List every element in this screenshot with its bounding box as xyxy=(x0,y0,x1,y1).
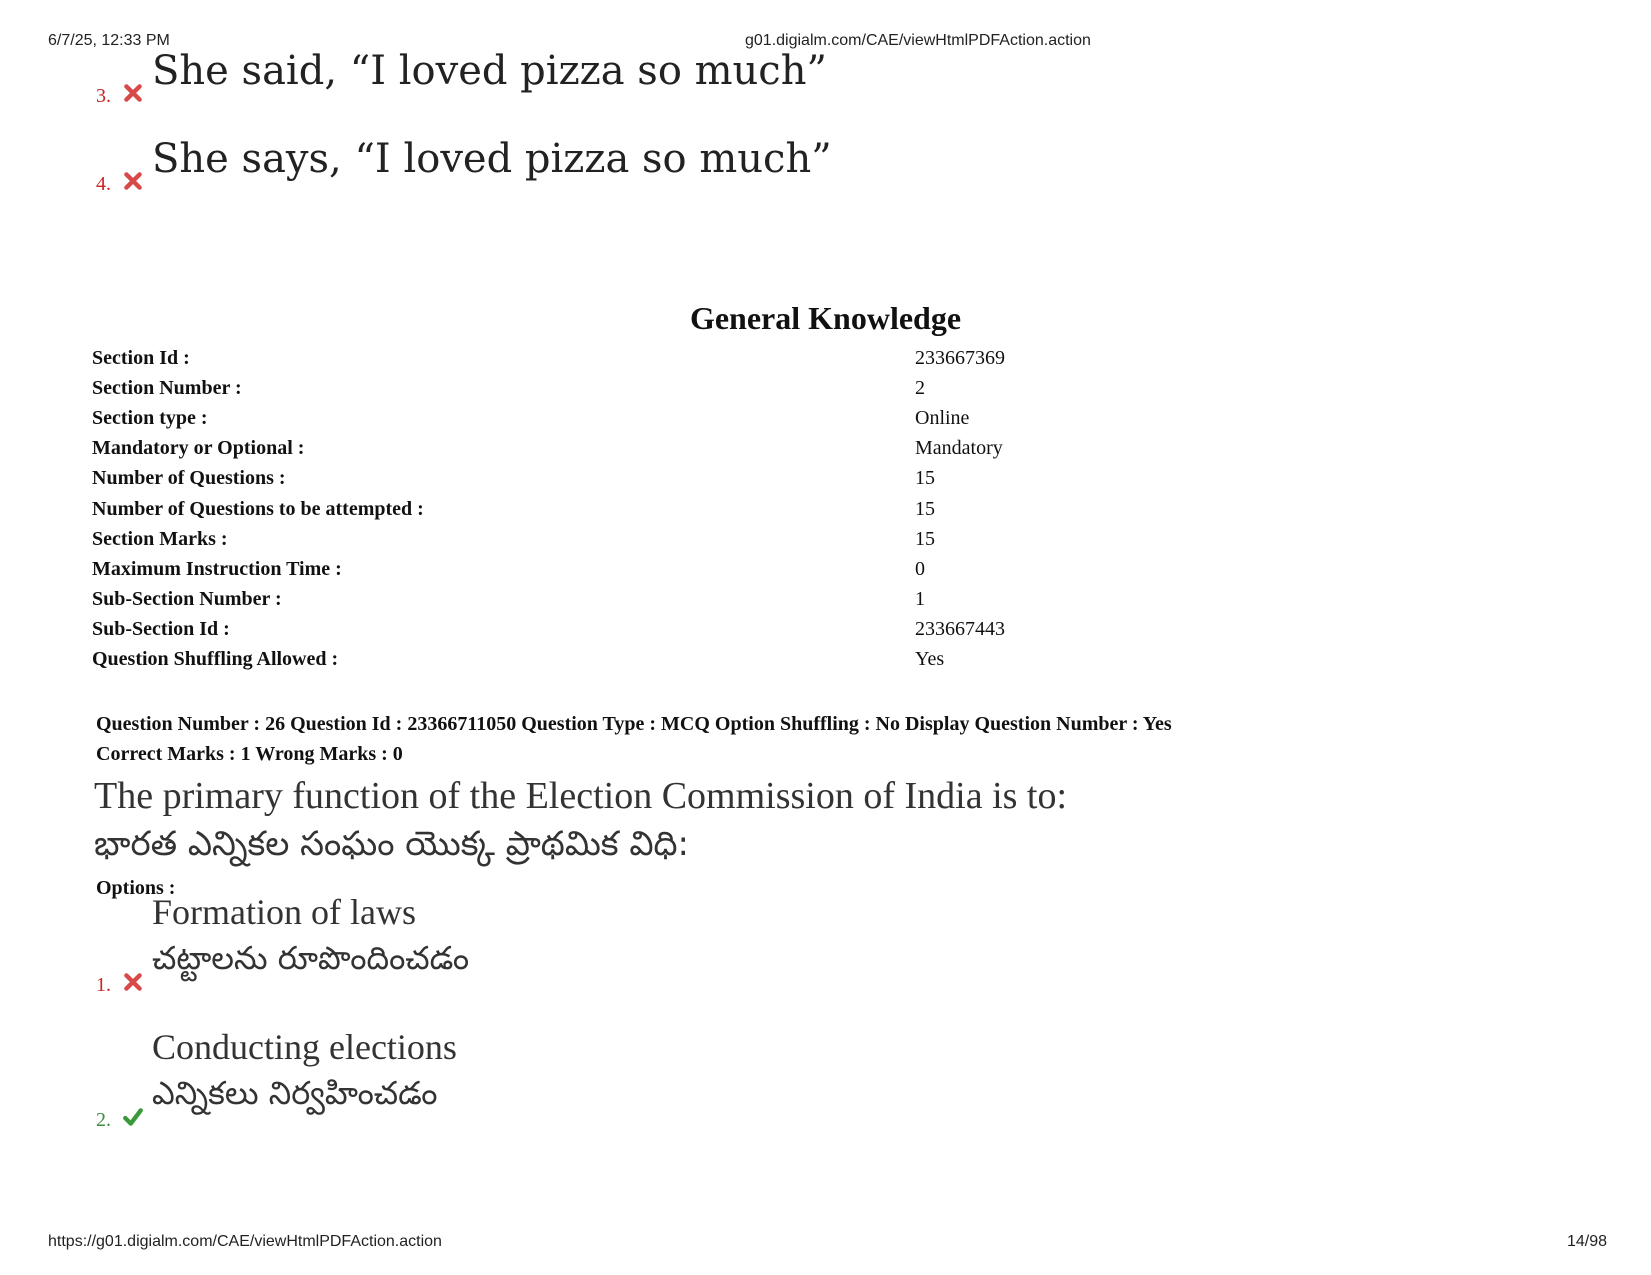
prev-option-4 xyxy=(96,136,832,196)
row-value: 0 xyxy=(915,557,925,580)
option-1 xyxy=(96,892,470,997)
row-label: Sub-Section Number : xyxy=(92,588,282,611)
row-label: Mandatory or Optional : xyxy=(92,437,305,460)
footer-url: https://g01.digialm.com/CAE/viewHtmlPDFAction.action xyxy=(48,1233,442,1250)
cross-icon xyxy=(122,170,144,192)
print-url: g01.digialm.com/CAE/viewHtmlPDFAction.action xyxy=(745,32,1091,49)
row-label: Number of Questions to be attempted : xyxy=(92,497,424,520)
option-number: 2. xyxy=(96,1109,111,1131)
option-text: She says, “I loved pizza so much” xyxy=(152,136,832,182)
option-text-en: Formation of laws xyxy=(152,892,416,932)
option-number: 3. xyxy=(96,85,111,107)
question-text-te: భారత ఎన్నికల సంఘం యొక్క ప్రాథమిక విధి: xyxy=(94,824,689,864)
option-text-en: Conducting elections xyxy=(152,1027,457,1067)
row-label: Sub-Section Id : xyxy=(92,618,230,641)
table-row xyxy=(92,464,1005,494)
table-row xyxy=(92,343,1005,373)
question-marks: Correct Marks : 1 Wrong Marks : 0 xyxy=(96,743,403,765)
row-value: 2 xyxy=(915,376,925,399)
checkmark-icon xyxy=(122,1106,144,1128)
section-title: General Knowledge xyxy=(689,300,962,336)
row-value: Yes xyxy=(915,648,945,671)
section-details-table xyxy=(92,343,1005,675)
row-value: 15 xyxy=(915,497,935,520)
table-row xyxy=(92,585,1005,615)
prev-option-3 xyxy=(96,48,827,108)
option-number: 4. xyxy=(96,173,111,195)
row-label: Section Marks : xyxy=(92,527,228,550)
option-2 xyxy=(96,1027,457,1132)
row-value: Mandatory xyxy=(915,437,1003,460)
row-label: Section Number : xyxy=(92,376,242,399)
cross-icon xyxy=(122,971,144,993)
table-row xyxy=(92,645,1005,675)
question-meta: Question Number : 26 Question Id : 23366711050 Question Type : MCQ Option Shuffling : No Display Question Number : Yes xyxy=(96,713,1172,735)
option-text: She said, “I loved pizza so much” xyxy=(152,48,827,94)
row-value: 1 xyxy=(915,588,925,611)
row-value: 233667369 xyxy=(915,346,1005,369)
option-text-te: ఎన్నికలు నిర్వహించడం xyxy=(152,1074,438,1112)
table-row xyxy=(92,373,1005,403)
table-row xyxy=(92,494,1005,524)
table-row xyxy=(92,524,1005,554)
row-value: 15 xyxy=(915,467,935,490)
option-number: 1. xyxy=(96,974,111,996)
table-row xyxy=(92,403,1005,433)
row-value: Online xyxy=(915,406,970,429)
row-label: Maximum Instruction Time : xyxy=(92,557,342,580)
options-label: Options : xyxy=(96,877,176,899)
option-text-te: చట్టాలను రూపొందించడం xyxy=(152,939,470,977)
row-label: Section type : xyxy=(92,406,208,429)
row-label: Question Shuffling Allowed : xyxy=(92,648,339,671)
row-value: 15 xyxy=(915,527,935,550)
table-row xyxy=(92,434,1005,464)
table-row xyxy=(92,615,1005,645)
table-row xyxy=(92,554,1005,584)
cross-icon xyxy=(122,82,144,104)
page-number: 14/98 xyxy=(1567,1233,1608,1250)
row-value: 233667443 xyxy=(915,618,1005,641)
question-text xyxy=(94,772,1067,868)
row-label: Section Id : xyxy=(92,346,190,369)
row-label: Number of Questions : xyxy=(92,467,286,490)
print-datetime: 6/7/25, 12:33 PM xyxy=(48,32,170,49)
question-text-en: The primary function of the Election Commission of India is to: xyxy=(94,775,1068,817)
